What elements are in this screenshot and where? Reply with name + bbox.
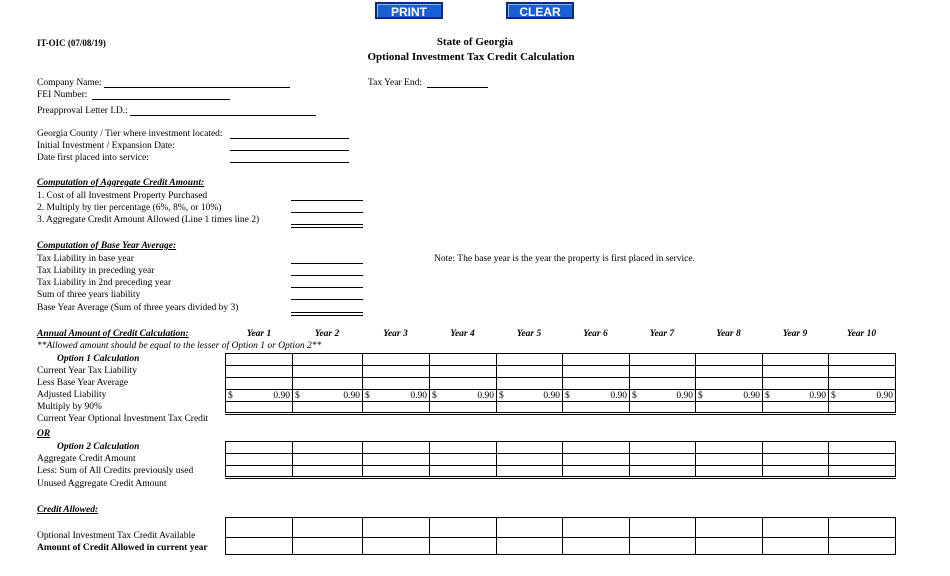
option1-cell[interactable] [763,402,829,414]
multiplier-cell [763,390,829,402]
base-year-row-field[interactable] [291,299,363,300]
or-label: OR [37,429,51,439]
option1-heading: Option 1 Calculation [57,354,140,364]
multiplier-cell [497,390,563,402]
option1-cell[interactable] [293,366,363,378]
base-year-row-label: Sum of three years liability [37,290,141,300]
option1-cell[interactable] [630,402,696,414]
option2-cell[interactable] [430,442,497,454]
credit-cell[interactable] [497,518,563,538]
dollar-sign: $ [432,390,437,401]
option1-cell[interactable] [829,402,896,414]
dollar-sign: $ [831,390,836,401]
option1-row-label: Current Year Tax Liability [37,366,137,376]
base-year-row-field[interactable] [291,275,363,276]
option2-cell[interactable] [226,466,293,478]
credit-cell[interactable] [226,538,293,555]
option2-cell[interactable] [430,466,497,478]
option2-cell[interactable] [563,466,630,478]
option2-cell[interactable] [497,442,563,454]
county-tier-field[interactable] [230,138,349,139]
option1-cell[interactable] [430,366,497,378]
credit-cell[interactable] [696,518,763,538]
option2-cell[interactable] [363,442,430,454]
option2-row-label: Aggregate Credit Amount [37,454,136,464]
credit-cell[interactable] [293,538,363,555]
year-header: Year 7 [649,329,675,339]
year-header: Year 1 [246,329,272,339]
option1-cell[interactable] [563,378,630,390]
table-row [226,402,896,414]
table-row [226,538,896,555]
option2-cell[interactable] [763,454,829,466]
date-placed-field[interactable] [230,162,349,163]
option1-cell[interactable] [430,378,497,390]
aggregate-line1-field[interactable] [291,200,363,201]
table-row [226,354,896,366]
option1-cell[interactable] [430,354,497,366]
multiplier-value: 0.90 [610,390,627,401]
multiplier-value: 0.90 [809,390,826,401]
option2-cell[interactable] [293,466,363,478]
table-row [226,454,896,466]
credit-cell[interactable] [630,518,696,538]
option2-cell[interactable] [226,442,293,454]
option2-cell[interactable] [497,454,563,466]
option1-cell[interactable] [293,378,363,390]
year-header: Year 3 [383,329,408,339]
option1-cell[interactable] [497,402,563,414]
option1-cell[interactable] [829,354,896,366]
option1-cell[interactable] [829,366,896,378]
credit-row-label: Optional Investment Tax Credit Available [37,531,196,541]
multiplier-value: 0.90 [273,390,290,401]
multiplier-cell [293,390,363,402]
multiplier-value: 0.90 [876,390,893,401]
initial-investment-label: Initial Investment / Expansion Date: [37,141,175,151]
option1-row-label: Less Base Year Average [37,378,129,388]
base-year-row-label: Base Year Average (Sum of three years divided by 3) [37,303,239,313]
option1-cell[interactable] [430,402,497,414]
base-year-row-label: Tax Liability in preceding year [37,266,155,276]
option1-cell[interactable] [630,378,696,390]
option1-row-label: Multiply by 90% [37,402,102,412]
option1-cell[interactable] [293,402,363,414]
option1-cell[interactable] [563,402,630,414]
multiplier-cell [696,390,763,402]
option1-cell[interactable] [497,366,563,378]
option1-cell[interactable] [696,366,763,378]
clear-button[interactable]: CLEAR [506,2,574,19]
table-row [226,518,896,538]
option1-cell[interactable] [563,366,630,378]
option1-cell[interactable] [829,378,896,390]
multiplier-cell [226,390,293,402]
aggregate-heading: Computation of Aggregate Credit Amount: [37,178,205,188]
base-year-row-label: Tax Liability in 2nd preceding year [37,278,172,288]
option1-cell[interactable] [763,354,829,366]
page-title-line2: Optional Investment Tax Credit Calculation [367,51,575,63]
option1-cell[interactable] [696,354,763,366]
multiplier-value: 0.90 [477,390,494,401]
year-header: Year 9 [782,329,808,339]
option2-cell[interactable] [829,466,896,478]
credit-cell[interactable] [763,518,829,538]
multiplier-value: 0.90 [676,390,693,401]
option2-row-label: Less: Sum of All Credits previously used [37,466,194,476]
table-row [226,390,896,402]
preapproval-field[interactable] [130,115,316,116]
credit-allowed-heading: Credit Allowed: [37,505,99,515]
option2-cell[interactable] [363,454,430,466]
option2-grid [225,441,896,479]
aggregate-line1-label: 1. Cost of all Investment Property Purchased [37,191,208,201]
credit-cell[interactable] [563,538,630,555]
option1-cell[interactable] [363,366,430,378]
option2-cell[interactable] [430,454,497,466]
multiplier-value: 0.90 [410,390,427,401]
option1-row-label: Adjusted Liability [37,390,107,400]
option1-cell[interactable] [226,354,293,366]
base-year-note: Note: The base year is the year the property is first placed in service. [434,254,695,264]
option1-cell[interactable] [497,378,563,390]
aggregate-line3-field[interactable] [291,224,363,228]
dollar-sign: $ [295,390,300,401]
preapproval-label: Preapproval Letter I.D.: [37,106,128,116]
option2-cell[interactable] [630,466,696,478]
dollar-sign: $ [698,390,703,401]
credit-cell[interactable] [430,518,497,538]
option2-cell[interactable] [563,442,630,454]
aggregate-line2-field[interactable] [291,212,363,213]
aggregate-line3-label: 3. Aggregate Credit Amount Allowed (Line 1 times line 2) [37,215,260,225]
dollar-sign: $ [228,390,233,401]
credit-row-label: Amount of Credit Allowed in current year [37,543,208,553]
option1-cell[interactable] [630,366,696,378]
year-header: Year 6 [583,329,608,339]
base-year-row-field[interactable] [291,263,363,264]
multiplier-cell [430,390,497,402]
credit-cell[interactable] [763,538,829,555]
year-header: Year 2 [314,329,340,339]
option1-cell[interactable] [763,366,829,378]
multiplier-cell [829,390,896,402]
option1-cell[interactable] [226,402,293,414]
option2-cell[interactable] [363,466,430,478]
table-row [226,466,896,478]
credit-cell[interactable] [497,538,563,555]
option1-cell[interactable] [497,354,563,366]
credit-cell[interactable] [363,538,430,555]
option1-cell[interactable] [226,366,293,378]
option2-cell[interactable] [630,442,696,454]
option2-heading: Option 2 Calculation [57,442,140,452]
option1-cell[interactable] [696,402,763,414]
option1-cell[interactable] [363,378,430,390]
option2-cell[interactable] [696,442,763,454]
option1-grid [225,353,896,415]
option1-cell[interactable] [226,378,293,390]
allowed-note: **Allowed amount should be equal to the lesser of Option 1 or Option 2** [37,341,322,351]
option1-cell[interactable] [630,354,696,366]
credit-cell[interactable] [363,518,430,538]
form-id: IT-OIC (07/08/19) [37,38,106,48]
multiplier-value: 0.90 [743,390,760,401]
base-year-row-label: Tax Liability in base year [37,254,134,264]
option2-cell[interactable] [293,442,363,454]
print-button[interactable]: PRINT [375,2,443,19]
year-header: Year 4 [450,329,475,339]
company-name-label: Company Name: [37,78,102,88]
option1-cell[interactable] [293,354,363,366]
option2-cell[interactable] [696,466,763,478]
credit-cell[interactable] [293,518,363,538]
credit-grid [225,517,896,555]
base-year-row-field[interactable] [291,287,363,288]
option2-cell[interactable] [829,442,896,454]
initial-investment-field[interactable] [230,150,349,151]
fei-number-label: FEI Number: [37,90,88,100]
credit-cell[interactable] [226,518,293,538]
option1-row-label: Current Year Optional Investment Tax Credit [37,414,209,424]
dollar-sign: $ [632,390,637,401]
option1-cell[interactable] [763,378,829,390]
option2-cell[interactable] [563,454,630,466]
credit-cell[interactable] [630,538,696,555]
option2-cell[interactable] [293,454,363,466]
dollar-sign: $ [565,390,570,401]
tax-year-end-label: Tax Year End: [368,78,422,88]
dollar-sign: $ [499,390,504,401]
option2-cell[interactable] [696,454,763,466]
page-title-line1: State of Georgia [436,36,514,48]
option1-cell[interactable] [563,354,630,366]
year-header: Year 8 [716,329,741,339]
credit-cell[interactable] [829,518,896,538]
option2-row-label: Unused Aggregate Credit Amount [37,479,167,489]
tax-year-end-field[interactable] [427,87,488,88]
year-header: Year 10 [846,329,877,339]
option2-cell[interactable] [763,442,829,454]
table-row [226,366,896,378]
annual-heading: Annual Amount of Credit Calculation: [37,329,189,339]
multiplier-cell [563,390,630,402]
option2-cell[interactable] [630,454,696,466]
option1-cell[interactable] [696,378,763,390]
multiplier-value: 0.90 [343,390,360,401]
option1-cell[interactable] [363,402,430,414]
table-row [226,378,896,390]
multiplier-value: 0.90 [543,390,560,401]
base-year-average-field[interactable] [291,312,363,316]
option2-cell[interactable] [829,454,896,466]
table-row [226,442,896,454]
option1-cell[interactable] [363,354,430,366]
dollar-sign: $ [365,390,370,401]
option2-cell[interactable] [763,466,829,478]
credit-cell[interactable] [563,518,630,538]
option2-cell[interactable] [226,454,293,466]
company-name-field[interactable] [104,87,290,88]
year-header: Year 5 [516,329,542,339]
fei-number-field[interactable] [92,99,230,100]
credit-cell[interactable] [829,538,896,555]
credit-cell[interactable] [430,538,497,555]
credit-cell[interactable] [696,538,763,555]
date-placed-label: Date first placed into service: [37,153,149,163]
base-year-heading: Computation of Base Year Average: [37,241,177,251]
multiplier-cell [363,390,430,402]
option2-cell[interactable] [497,466,563,478]
multiplier-cell [630,390,696,402]
county-tier-label: Georgia County / Tier where investment located: [37,129,223,139]
aggregate-line2-label: 2. Multiply by tier percentage (6%, 8%, or 10%) [37,203,222,213]
dollar-sign: $ [765,390,770,401]
